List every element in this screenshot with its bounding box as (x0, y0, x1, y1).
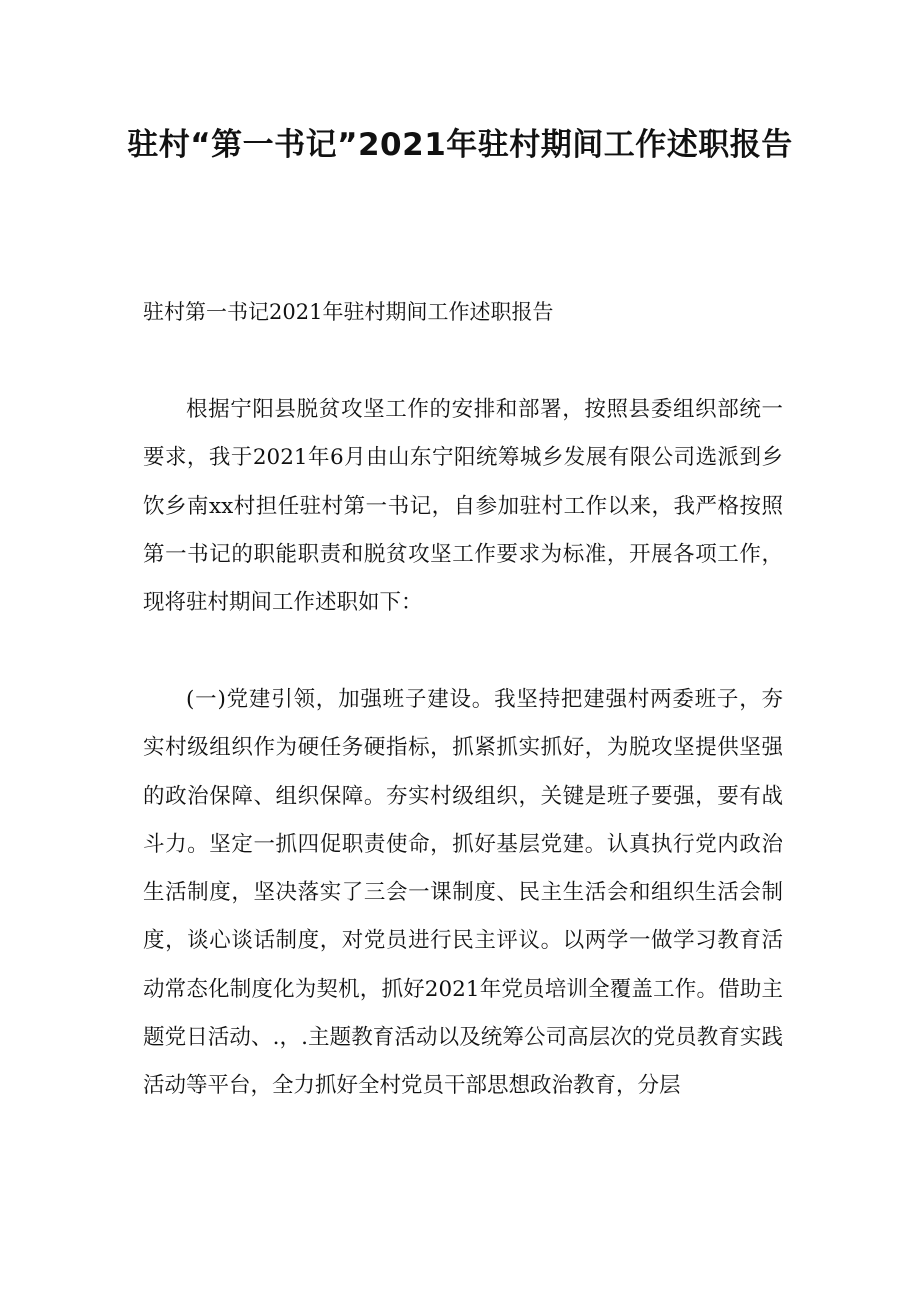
document-title: 驻村“第一书记”2021年驻村期间工作述职报告 (127, 127, 793, 163)
document-subtitle: 驻村第一书记2021年驻村期间工作述职报告 (143, 300, 554, 324)
paragraph-intro: 根据宁阳县脱贫攻坚工作的安排和部署，按照县委组织部统一要求，我于2021年6月由山东宁阳统筹城乡发展有限公司选派到乡饮乡南xx村担任驻村第一书记，自参加驻村工作以来，我严格按照第一书记的职能职责和脱贫攻坚工作要求为标准，开展各项工作，现将驻村期间工作述职如下： (143, 397, 783, 616)
paragraph-party-building: (一)党建引领，加强班子建设。我坚持把建强村两委班子，夯实村级组织作为硬任务硬指标，抓紧抓实抓好，为脱攻坚提供坚强的政治保障、组织保障。夯实村级组织，关键是班子要强，要有战斗力。坚定一抓四促职责使命，抓好基层党建。认真执行党内政治生活制度，坚决落实了三会一课制度、民主生活会和组织生活会制度，谈心谈话制度，对党员进行民主评议。以两学一做学习教育活动常态化制度化为契机，抓好2021年党员培训全覆盖工作。借助主题党日活动、.，.主题教育活动以及统筹公司高层次的党员教育实践活动等平台，全力抓好全村党员干部思想政治教育，分层 (143, 687, 783, 1099)
